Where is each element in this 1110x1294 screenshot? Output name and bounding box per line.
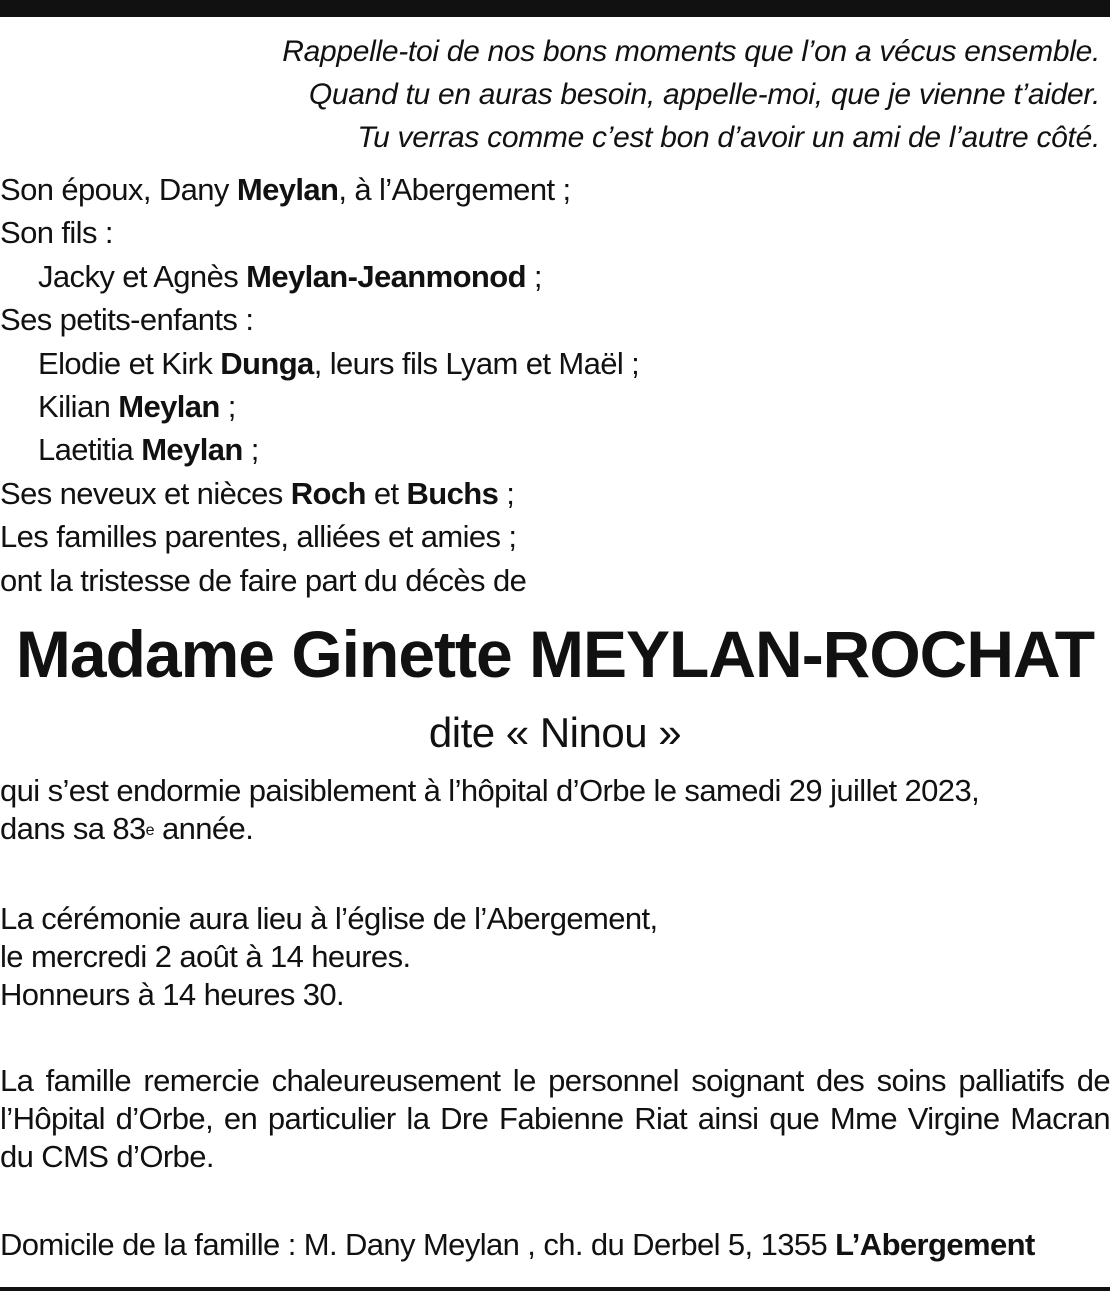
age-line — [0, 810, 1110, 848]
text: ; — [219, 389, 236, 425]
nephews-line — [0, 472, 1100, 515]
bottom-rule — [0, 1287, 1110, 1291]
grandchild-line — [0, 428, 1100, 471]
text: , à l’Abergement ; — [338, 172, 571, 207]
text: Son époux, Dany — [0, 172, 237, 207]
top-rule — [0, 0, 1110, 17]
surname: Dunga — [220, 345, 314, 381]
text: année. — [153, 811, 254, 846]
text: dans sa 83 — [0, 811, 146, 846]
grandchild-line — [0, 385, 1100, 428]
thanks-text: La famille remercie chaleureusement le personnel soignant des soins palliatifs de l’Hôpital d’Orbe, en particulier la Dre Fabienne Riat ainsi que Mme Virgine Macran du CMS d’Orbe. — [0, 1063, 1110, 1174]
grandchild-line — [0, 342, 1100, 385]
epitaph-line: Rappelle-toi de nos bons moments que l’on a vécus ensemble. — [282, 35, 1100, 68]
text: ; — [525, 258, 542, 294]
text: Laetitia — [38, 432, 142, 468]
deceased-nickname: dite « Ninou » — [428, 709, 682, 756]
ceremony-line: le mercredi 2 août à 14 heures. — [0, 939, 411, 974]
surname: Meylan — [141, 432, 243, 468]
grandchildren-heading: Ses petits-enfants : — [0, 302, 254, 338]
spouse-line — [0, 168, 1100, 211]
text: Jacky et Agnès — [38, 258, 247, 294]
ordinal-suffix: e — [145, 822, 154, 839]
text: et — [365, 475, 407, 511]
epitaph-line: Tu verras comme c’est bon d’avoir un ami de l’autre côté. — [357, 121, 1100, 154]
family-list — [0, 168, 1100, 602]
ceremony-info — [0, 900, 1110, 1014]
surname: Meylan-Jeanmonod — [246, 258, 526, 294]
son-heading: Son fils : — [0, 215, 113, 251]
address-line — [0, 1226, 1110, 1264]
ceremony-line: La cérémonie aura lieu à l’église de l’Abergement, — [0, 901, 658, 936]
surname: Meylan — [236, 172, 339, 207]
thanks-paragraph — [0, 1062, 1110, 1176]
text: , leurs fils Lyam et Maël ; — [313, 345, 640, 381]
surname: Buchs — [406, 475, 499, 511]
surname: Meylan — [118, 389, 220, 425]
surname: Roch — [290, 475, 366, 511]
announcement-line: ont la tristesse de faire part du décès de — [0, 562, 527, 598]
epitaph-line: Quand tu en auras besoin, appelle-moi, que je vienne t’aider. — [308, 78, 1100, 111]
families-line: Les familles parentes, alliées et amies ; — [0, 519, 517, 555]
epitaph-poem — [100, 30, 1100, 159]
text: ; — [242, 432, 259, 468]
family-address — [0, 1226, 1110, 1264]
text: Elodie et Kirk — [38, 345, 221, 381]
text: Kilian — [38, 389, 119, 425]
text: Ses neveux et nièces — [0, 475, 291, 511]
death-notice — [0, 772, 1110, 848]
ceremony-line: Honneurs à 14 heures 30. — [0, 977, 345, 1012]
deceased-name: Madame Ginette MEYLAN-ROCHAT — [15, 617, 1095, 691]
son-line — [0, 255, 1100, 298]
text: ; — [498, 475, 515, 511]
death-line: qui s’est endormie paisiblement à l’hôpital d’Orbe le samedi 29 juillet 2023, — [0, 773, 980, 808]
text: Domicile de la famille : M. Dany Meylan , ch. du Derbel 5, 1355 — [0, 1227, 836, 1262]
place-name: L’Abergement — [835, 1227, 1035, 1262]
